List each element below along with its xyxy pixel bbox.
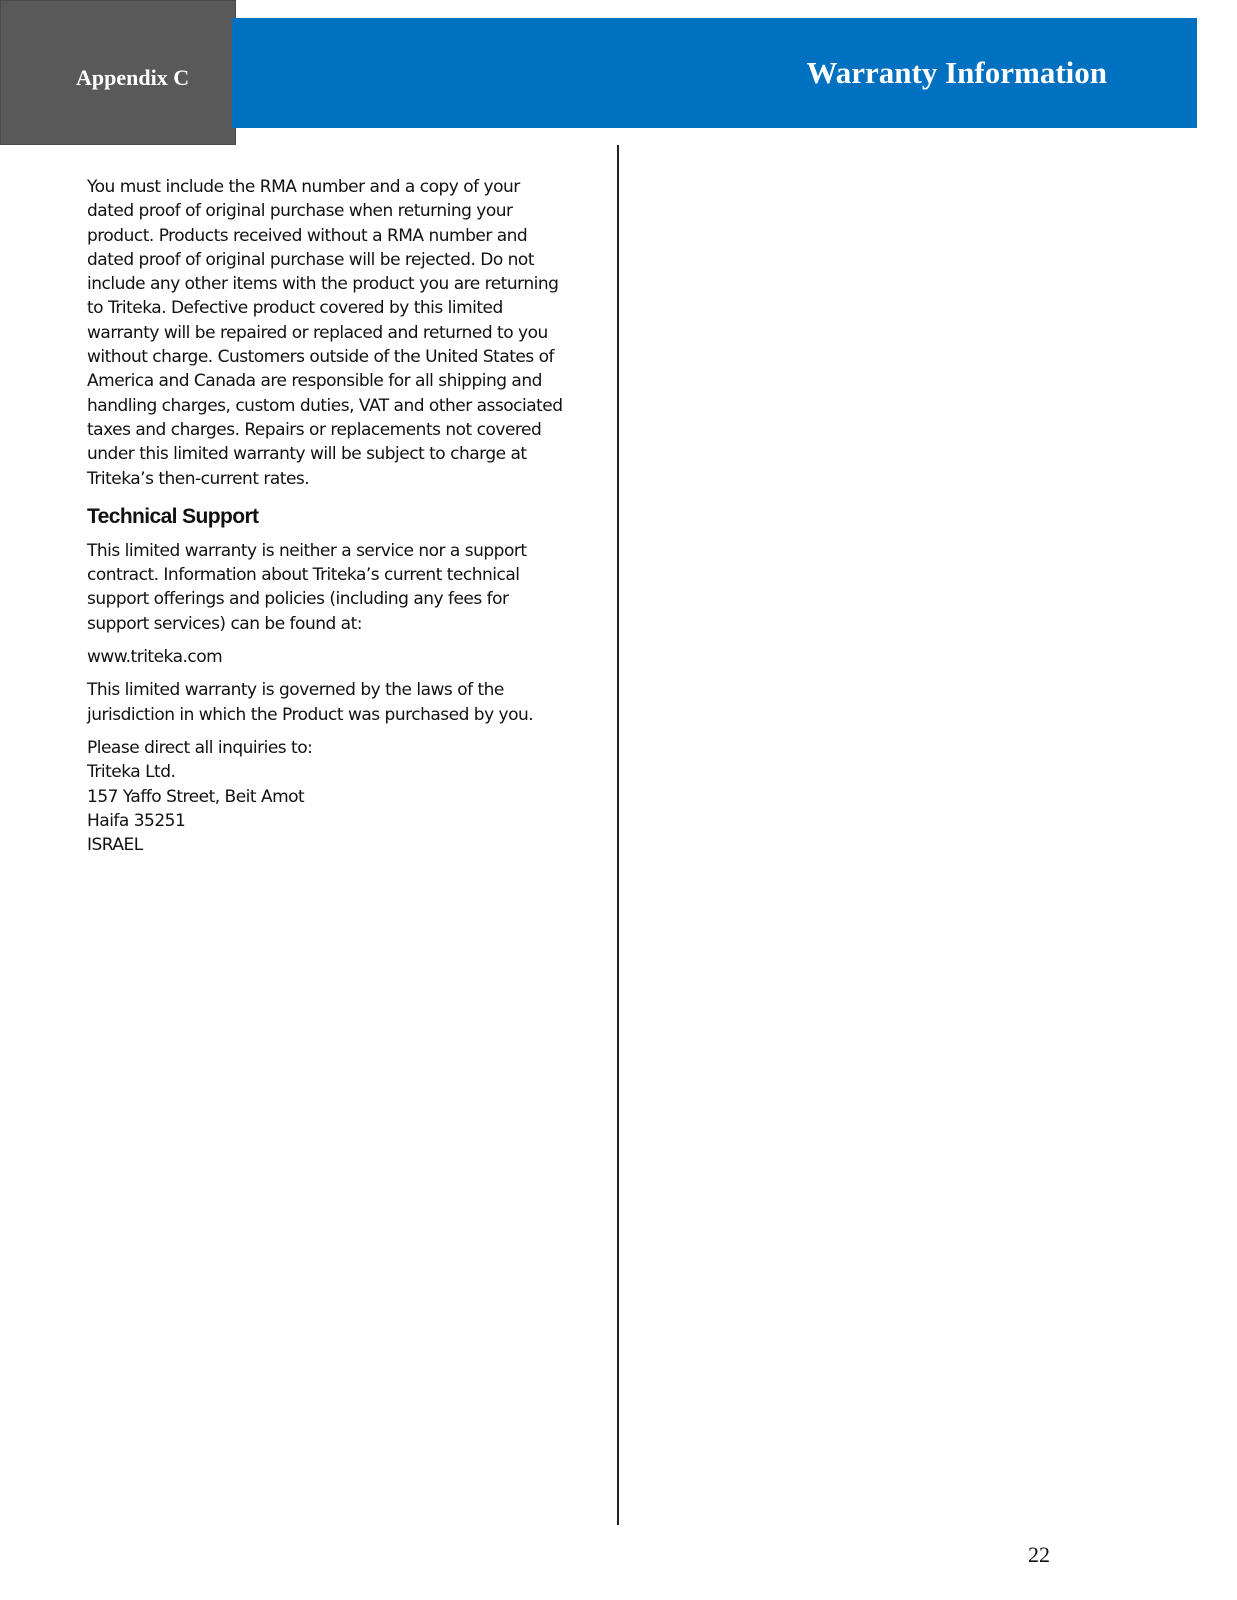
section-title: Warranty Information [806, 55, 1107, 90]
inquiries-block [87, 736, 567, 857]
address-company: Triteka Ltd. [87, 762, 176, 783]
address-country: ISRAEL [87, 835, 143, 856]
page-number: 22 [1028, 1542, 1050, 1567]
appendix-tab [0, 0, 236, 145]
paragraph-returns: You must include the RMA number and a copy of your dated proof of original purchase when returning your product. Products received without a RMA number and dated proof of original purchase will be rejected. Do not include any other items with the product you are returning to Triteka. Defective product covered by this limited warranty will be repaired or replaced and returned to you without charge. Customers outside of the United States of America and Canada are responsible for all shipping and handling charges, custom duties, VAT and other associated taxes and charges. Repairs or replacements not covered under this limited warranty will be subject to charge at Triteka’s then-current rates. [87, 177, 563, 489]
column-divider [617, 145, 619, 1525]
main-content [87, 175, 567, 866]
tech-support-heading: Technical Support [87, 504, 259, 528]
appendix-label: Appendix C [76, 65, 190, 90]
address-city: Haifa 35251 [87, 810, 186, 831]
paragraph-support: This limited warranty is neither a service nor a support contract. Information about Triteka’s current technical support offerings and policies (including any fees for support services) can be found at: [87, 540, 527, 634]
website-link[interactable]: www.triteka.com [87, 647, 223, 668]
inquiries-intro: Please direct all inquiries to: [87, 737, 313, 758]
address-street: 157 Yaffo Street, Beit Amot [87, 786, 305, 807]
paragraph-law: This limited warranty is governed by the laws of the jurisdiction in which the Product was purchased by you. [87, 680, 534, 725]
